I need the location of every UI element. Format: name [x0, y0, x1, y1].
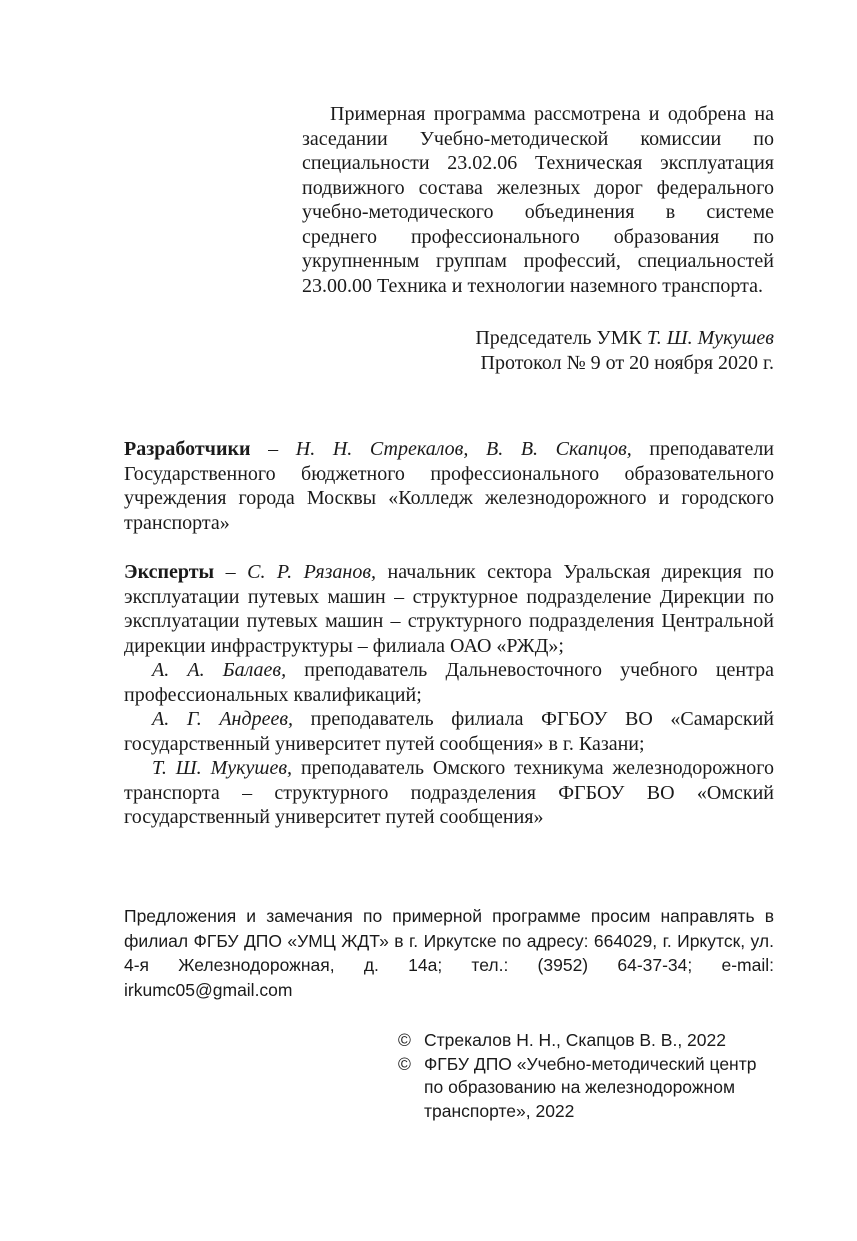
- copyright-icon: ©: [398, 1030, 411, 1050]
- copyright-text: ФГБУ ДПО «Учебно-методический центр по образованию на железнодорожном транспорте», 2022: [424, 1053, 757, 1121]
- developers-paragraph: [124, 437, 774, 535]
- experts-section: [124, 560, 774, 830]
- chair-name: Т. Ш. Мукушев: [646, 327, 774, 349]
- experts-label: Эксперты: [124, 561, 215, 583]
- expert-name: С. Р. Рязанов,: [247, 561, 377, 583]
- approval-note: [302, 102, 774, 298]
- approval-text: Примерная программа рассмотрена и одобрена на заседании Учебно-методической комиссии по специальности 23.02.06 Техническая эксплуатация подвижного состава железных дорог федерального учебно-методического объединения в системе среднего профессионального образования по укрупненным группам профессий, специальностей 23.00.00 Техника и технологии наземного транспорта.: [302, 103, 774, 297]
- developers-dash: –: [250, 438, 296, 460]
- feedback-section: [124, 904, 774, 1002]
- expert-text: преподаватель Дальневосточного учебного центра профессиональных квалификаций;: [124, 659, 774, 706]
- expert-name: А. А. Балаев,: [152, 659, 287, 681]
- copyright-item: [398, 1029, 774, 1053]
- copyright-item: [398, 1053, 774, 1124]
- expert-entry: [124, 658, 774, 707]
- expert-name: А. Г. Андреев,: [152, 708, 294, 730]
- protocol-line: Протокол № 9 от 20 ноября 2020 г.: [480, 351, 774, 374]
- developers-text: преподаватели Государственного бюджетного профессионального образовательного учреждения города Москвы «Колледж железнодорожного и городского транспорта»: [124, 438, 775, 534]
- developers-names: Н. Н. Стрекалов, В. В. Скапцов,: [295, 438, 632, 460]
- expert-entry: [124, 707, 774, 756]
- copyright-icon: ©: [398, 1053, 411, 1074]
- expert-text: преподаватель Омского техникума железнодорожного транспорта – структурного подразделения ФГБОУ ВО «Омский государственный университет путей сообщения»: [124, 757, 774, 828]
- developers-section: [124, 437, 774, 535]
- developers-label: Разработчики: [124, 438, 251, 460]
- expert-text: преподаватель филиала ФГБОУ ВО «Самарский государственный университет путей сообщения» в г. Казани;: [124, 708, 774, 755]
- expert-entry: [124, 560, 774, 658]
- experts-dash: –: [214, 561, 248, 583]
- approval-signature: [380, 326, 774, 375]
- chair-line: [380, 326, 774, 351]
- expert-entry: [124, 756, 774, 830]
- copyright-section: [398, 1029, 774, 1123]
- expert-text: начальник сектора Уральская дирекция по эксплуатации путевых машин – структурное подразделение Дирекции по эксплуатации путевых машин – структурного подразделения Центральной дирекции инфраструктуры – филиала ОАО «РЖД»;: [124, 561, 774, 657]
- copyright-text: Стрекалов Н. Н., Скапцов В. В., 2022: [424, 1030, 726, 1050]
- chair-label: Председатель УМК: [475, 327, 642, 349]
- expert-name: Т. Ш. Мукушев,: [152, 757, 293, 779]
- feedback-text: Предложения и замечания по примерной программе просим направлять в филиал ФГБУ ДПО «УМЦ ЖДТ» в г. Иркутске по адресу: 664029, г. Иркутск, ул. 4-я Железнодорожная, д. 14а; тел.: (3952) 64-37-34; e-mail: irkumc05@gmail.com: [124, 906, 774, 1000]
